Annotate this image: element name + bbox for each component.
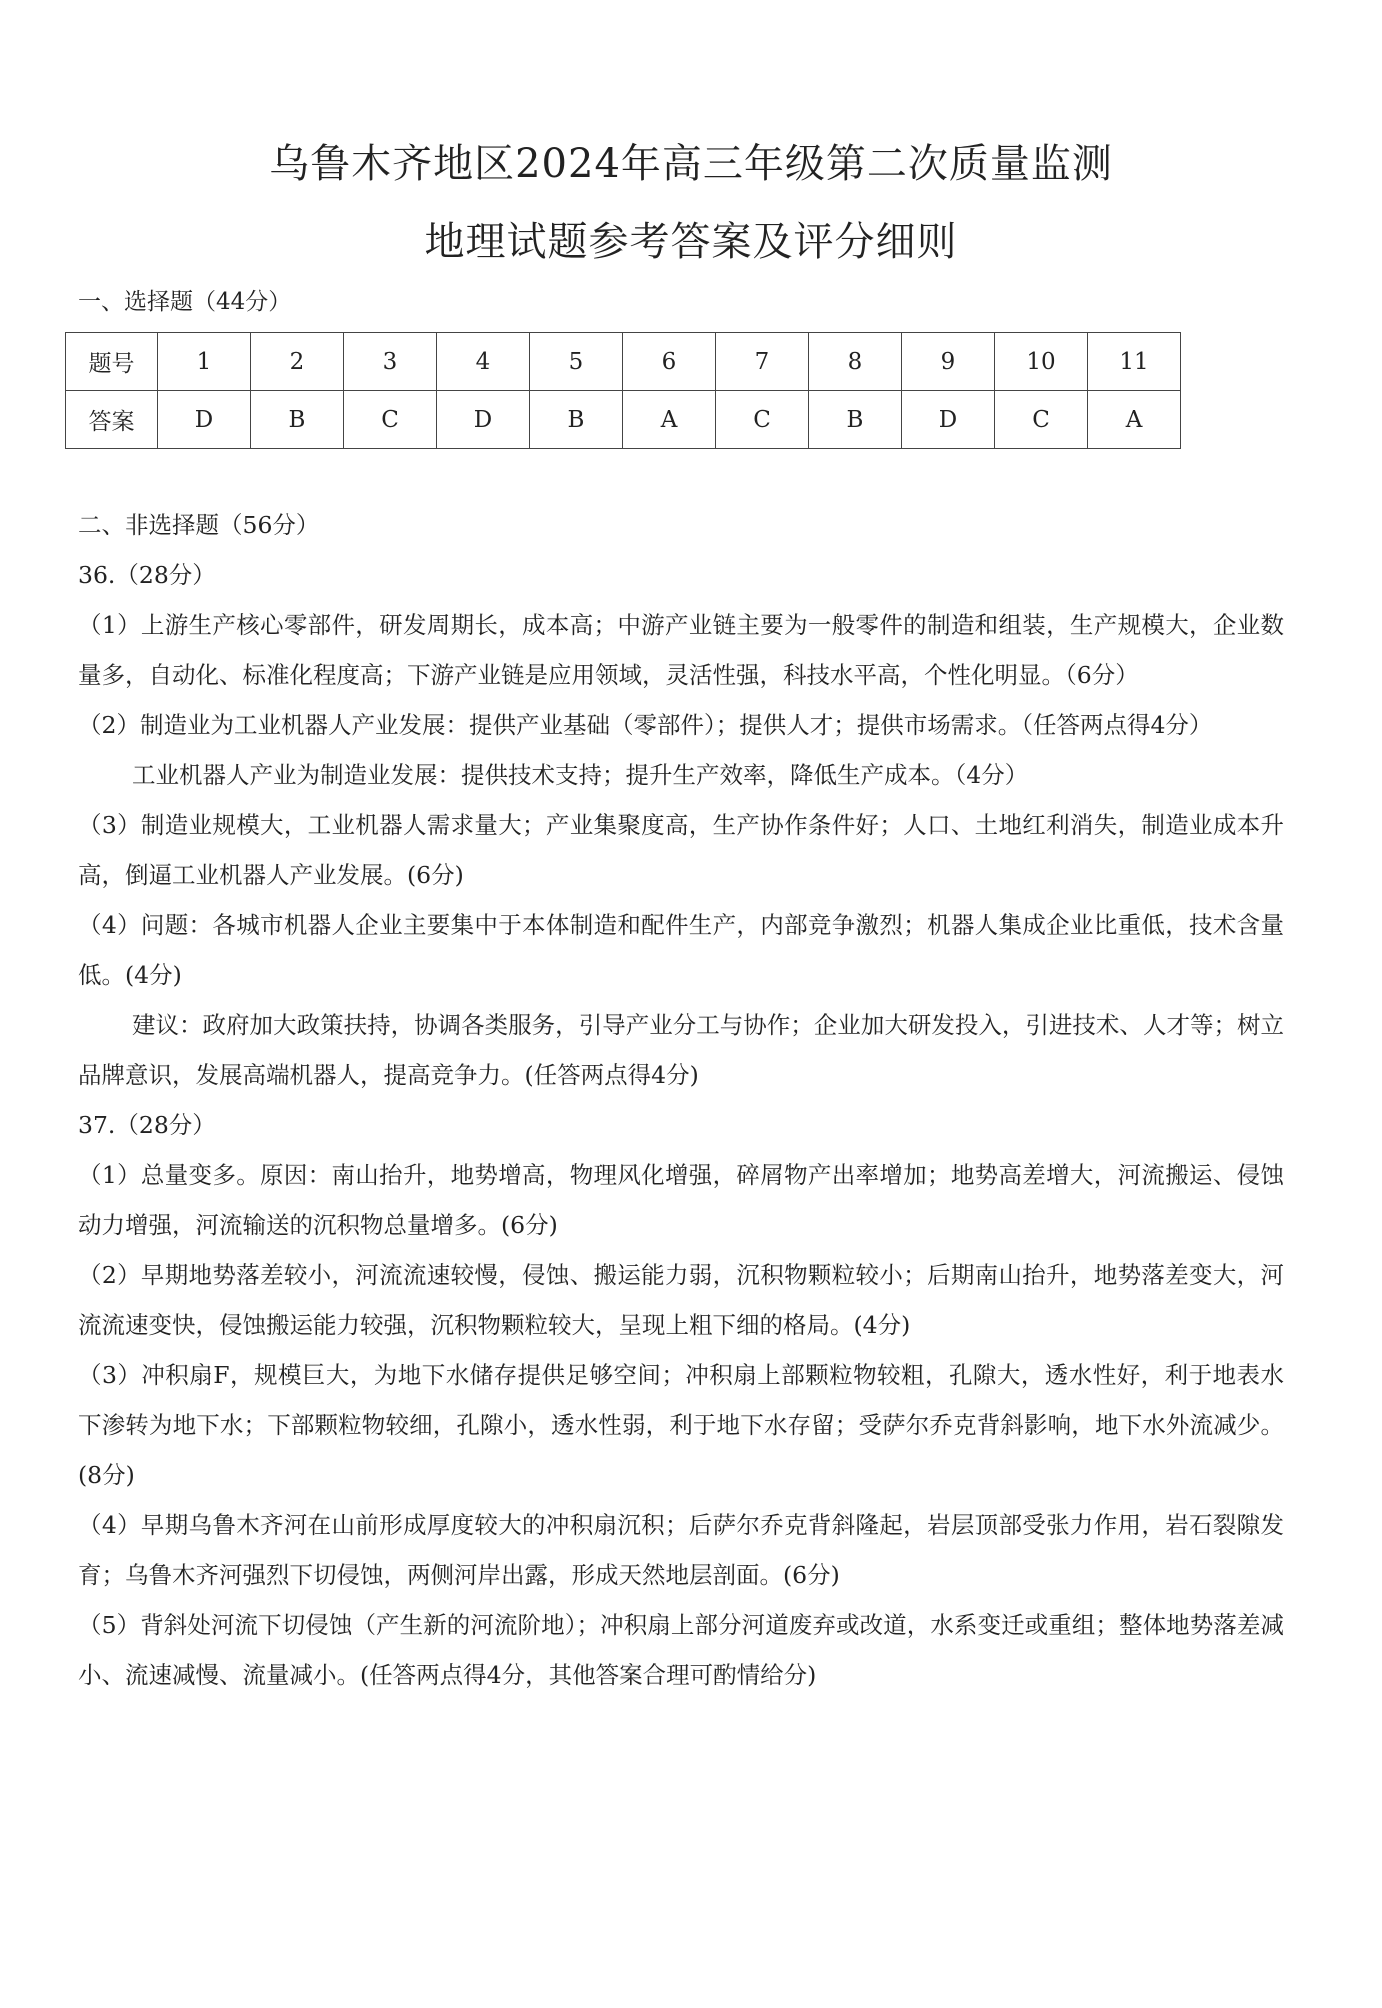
q37-part2: （2）早期地势落差较小，河流流速较慢，侵蚀、搬运能力弱，沉积物颗粒较小；后期南山抬升，地势落差变大，河流流速变快，侵蚀搬运能力较强，沉积物颗粒较大，呈现上粗下细的格局。(4分) <box>78 1261 1284 1339</box>
answer-cell: D <box>158 391 251 449</box>
multiple-choice-answer-table <box>65 332 1181 449</box>
answer-cell: A <box>1088 391 1181 449</box>
answer-cell: C <box>995 391 1088 449</box>
document-title: 乌鲁木齐地区2024年高三年级第二次质量监测 <box>269 141 1113 187</box>
non-choice-section <box>78 500 1284 1700</box>
question-number-cell: 2 <box>251 333 344 391</box>
answer-cell: B <box>809 391 902 449</box>
q37-part1: （1）总量变多。原因：南山抬升，地势增高，物理风化增强，碎屑物产出率增加；地势高差增大，河流搬运、侵蚀动力增强，河流输送的沉积物总量增多。(6分) <box>78 1161 1284 1239</box>
q36-part4-suggestions: 建议：政府加大政策扶持，协调各类服务，引导产业分工与协作；企业加大研发投入，引进技术、人才等；树立品牌意识，发展高端机器人，提高竞争力。(任答两点得4分) <box>78 1011 1284 1089</box>
q36-part3: （3）制造业规模大，工业机器人需求量大；产业集聚度高，生产协作条件好；人口、土地红利消失，制造业成本升高，倒逼工业机器人产业发展。(6分) <box>78 811 1284 889</box>
section2-heading: 二、非选择题（56分） <box>78 511 320 539</box>
answer-cell: D <box>902 391 995 449</box>
q37-heading: 37.（28分） <box>78 1111 216 1139</box>
q36-part2-continued: 工业机器人产业为制造业发展：提供技术支持；提升生产效率，降低生产成本。（4分） <box>132 761 1029 789</box>
answer-cell: A <box>623 391 716 449</box>
answer-cell: D <box>437 391 530 449</box>
question-number-cell: 4 <box>437 333 530 391</box>
answer-cell: C <box>344 391 437 449</box>
answer-cell: B <box>530 391 623 449</box>
question-number-cell: 5 <box>530 333 623 391</box>
answer-row <box>66 391 1181 449</box>
q36-part4: （4）问题：各城市机器人企业主要集中于本体制造和配件生产，内部竞争激烈；机器人集成企业比重低，技术含量低。(4分) <box>78 911 1284 989</box>
question-number-cell: 1 <box>158 333 251 391</box>
q36-part2: （2）制造业为工业机器人产业发展：提供产业基础（零部件）；提供人才；提供市场需求。（任答两点得4分） <box>78 711 1213 739</box>
q36-heading: 36.（28分） <box>78 561 216 589</box>
section1-heading: 一、选择题（44分） <box>78 289 292 315</box>
row-label-number: 题号 <box>66 333 158 391</box>
row-label-answer: 答案 <box>66 391 158 449</box>
document-subtitle: 地理试题参考答案及评分细则 <box>424 219 958 265</box>
question-number-cell: 9 <box>902 333 995 391</box>
question-number-cell: 7 <box>716 333 809 391</box>
question-number-cell: 8 <box>809 333 902 391</box>
q37-part4: （4）早期乌鲁木齐河在山前形成厚度较大的冲积扇沉积；后萨尔乔克背斜隆起，岩层顶部受张力作用，岩石裂隙发育；乌鲁木齐河强烈下切侵蚀，两侧河岸出露，形成天然地层剖面。(6分) <box>78 1511 1284 1589</box>
question-number-cell: 10 <box>995 333 1088 391</box>
q36-part1: （1）上游生产核心零部件，研发周期长，成本高；中游产业链主要为一般零件的制造和组装，生产规模大，企业数量多，自动化、标准化程度高；下游产业链是应用领域，灵活性强，科技水平高，个性化明显。（6分） <box>78 611 1284 689</box>
question-number-row <box>66 333 1181 391</box>
q37-part3: （3）冲积扇F，规模巨大，为地下水储存提供足够空间；冲积扇上部颗粒物较粗，孔隙大，透水性好，利于地表水下渗转为地下水；下部颗粒物较细，孔隙小，透水性弱，利于地下水存留；受萨尔乔克背斜影响，地下水外流减少。(8分) <box>78 1361 1284 1489</box>
q37-part5: （5）背斜处河流下切侵蚀（产生新的河流阶地）；冲积扇上部分河道废弃或改道，水系变迁或重组；整体地势落差减小、流速减慢、流量减小。(任答两点得4分，其他答案合理可酌情给分) <box>78 1611 1284 1689</box>
answer-cell: B <box>251 391 344 449</box>
question-number-cell: 3 <box>344 333 437 391</box>
question-number-cell: 11 <box>1088 333 1181 391</box>
question-number-cell: 6 <box>623 333 716 391</box>
answer-cell: C <box>716 391 809 449</box>
